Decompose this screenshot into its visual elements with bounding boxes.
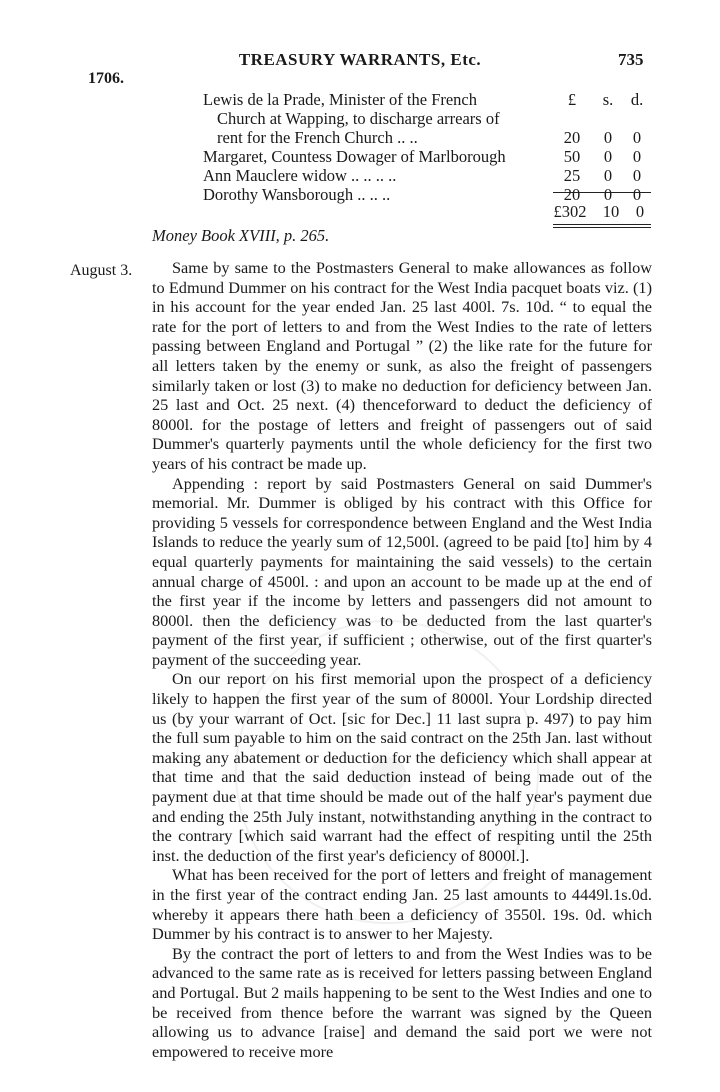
total-rule-bottom-2: [553, 227, 651, 228]
amount-pence: 0: [632, 147, 642, 166]
amount-shillings: 0: [603, 147, 613, 166]
library-stamp-watermark: ●: [192, 577, 582, 967]
ledger-row-2-amount: [550, 147, 652, 166]
ledger-row-3-amount: [550, 166, 652, 185]
total-pence: 0: [635, 202, 645, 221]
money-book-reference: Money Book XVIII, p. 265.: [152, 226, 330, 245]
amount-pounds: 20: [563, 128, 581, 147]
paragraph-contract-port: By the contract the port of letters to and from the West Indies was to be advanced to the same rate as is received for letters passing between England and Portugal. But 2 mails happening to be sent to the West Indies and one to be received from thence before the warrant was signed by the Queen allowing us to advance [raise] and demand the said port we were not empowered to receive more: [152, 943, 652, 1061]
ledger-column-headers: [550, 90, 652, 109]
ledger-row-2-desc: Margaret, Countess Dowager of Marlborough: [203, 147, 506, 166]
amount-pence: 0: [632, 166, 642, 185]
total-rule-bottom-1: [553, 224, 651, 225]
total-rule-top: [553, 192, 651, 193]
ledger-row-1-amount: [550, 128, 652, 147]
ledger-row-1-line-1: Lewis de la Prade, Minister of the French: [203, 90, 478, 109]
amount-pence: 0: [632, 185, 642, 204]
paragraph-warrant: Same by same to the Postmasters General to make allowances as follow to Edmund Dummer on his contract for the West India pacquet boats viz. (1) in his account for the year ended Jan. 25 last 400l. 7s. 10d. “ to equal the rate for the port of letters to and from the West Indies to the rate of letters passing between England and Portugal ” (2) the like rate for the future for all letters taken by the enemy or sunk, as also the freight of passengers similarly taken or lost (3) to make no deduction for deficiency between Jan. 25 last and Oct. 25 next. (4) thenceforward to deduct the deficiency of 8000l. for the postage of letters and freight of passengers out of said Dummer's quarterly payments until the whole deficiency for the first two years of his contract be made up.: [152, 258, 652, 473]
paragraph-received: What has been received for the port of letters and freight of management in the first year of the contract ending Jan. 25 last amounts to 4449l.1s.0d. whereby it appears there hath been a deficiency of 3550l. 19s. 0d. which Dummer by his contract is to answer to her Majesty.: [152, 865, 652, 944]
ledger-row-2: [203, 147, 651, 166]
ledger-row-3: [203, 166, 651, 185]
amount-pounds: 25: [563, 166, 581, 185]
ledger-row-1-cont: [203, 109, 651, 128]
amount-pounds: 50: [563, 147, 581, 166]
entry-date: August 3.: [70, 262, 133, 279]
amount-shillings: 0: [603, 185, 613, 204]
amount-pence: 0: [632, 128, 642, 147]
total-pounds: £302: [553, 202, 587, 221]
amount-shillings: 0: [603, 166, 613, 185]
paragraph-first-memorial: On our report on his first memorial upon the prospect of a deficiency likely to happen the first year of the sum of 8000l. Your Lordship directed us (by your warrant of Oct. [sic for Dec.] 11 last supra p. 497) to pay him the full sum payable to him on the said contract on the 25th Jan. last without making any abatement or deduction for the deficiency which shall appear at that time and that the said deduction instead of being made out of the payment due at that time should be made out of the half year's payment due and ending the 25th July instant, notwithstanding anything in the contract to the contrary [which said warrant had the effect of respiting until the 25th inst. the deduction of the first year's deficiency of 8000l.].: [152, 669, 652, 865]
total-shillings: 10: [602, 202, 620, 221]
paragraph-appending: Appending : report by said Postmasters General on said Dummer's memorial. Mr. Dummer is obliged by his contract with this Office for providing 5 vessels for correspondence between England and the West India Islands to reduce the yearly sum of 12,500l. (agreed to be paid [to] him by 4 equal quarterly payments for maintaining the said vessels) to the certain annual charge of 4500l. : and upon an account to be made up at the end of the first year if the income by letters and passengers did not amount to 8000l. then the deficiency was to be deducted from the last quarter's payment of the first year, if sufficient ; otherwise, out of the first quarter's payment of the succeeding year.: [152, 473, 652, 669]
ledger-total: [543, 202, 655, 221]
page-number: 735: [618, 50, 644, 69]
ledger-row-3-desc: Ann Mauclere widow .. .. .. ..: [203, 166, 397, 185]
warrant-body: [152, 258, 652, 1061]
ledger-row-1-end: [203, 128, 651, 147]
pence-header: d.: [630, 90, 644, 109]
shillings-header: s.: [602, 90, 614, 109]
amount-shillings: 0: [603, 128, 613, 147]
pounds-header: £: [567, 90, 577, 109]
year-margin-note: 1706.: [88, 70, 124, 87]
running-header-title: TREASURY WARRANTS, Etc.: [238, 50, 482, 69]
ledger-row-4-desc: Dorothy Wansborough .. .. ..: [203, 185, 391, 204]
amount-pounds: 20: [563, 185, 581, 204]
ledger-row-1-line-2: Church at Wapping, to discharge arrears of: [217, 109, 500, 128]
ledger-row-1-line-3: rent for the French Church .. ..: [217, 128, 418, 147]
ledger-first-row: [203, 90, 651, 109]
payment-ledger: [203, 90, 651, 221]
